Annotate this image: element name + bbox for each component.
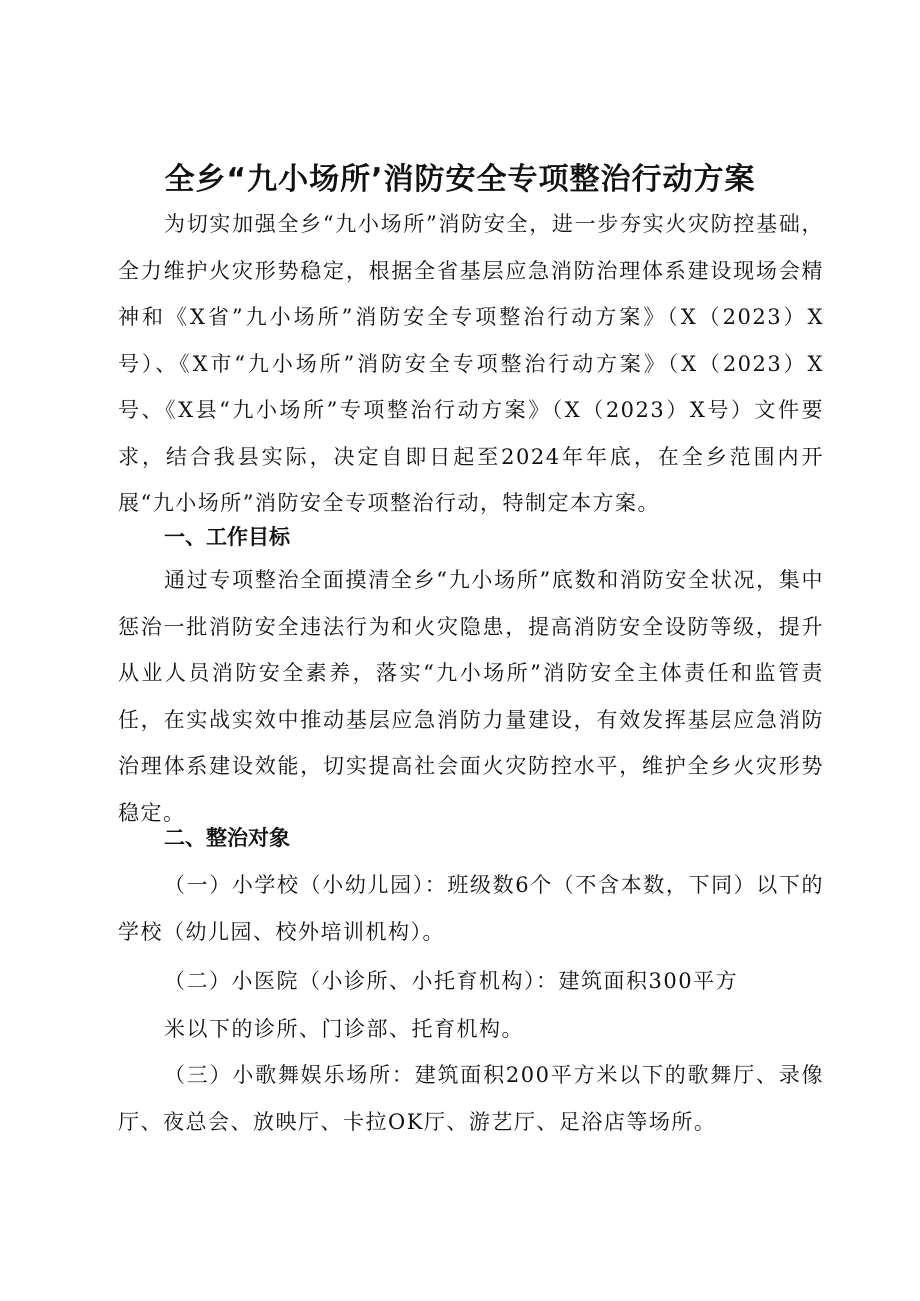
target-item-entertainment: （三）小歌舞娱乐场所：建筑面积200平方米以下的歌舞厅、录像厅、夜总会、放映厅、卡拉OK厅、游艺厅、足浴店等场所。 (118, 1063, 824, 1134)
section-heading-goals: 一、工作目标 (164, 525, 290, 549)
target-item-clinics-line2: 米以下的诊所、门诊部、托育机构。 (164, 1017, 524, 1041)
target-item-schools: （一）小学校（小幼儿园）：班级数6个（不含本数，下同）以下的学校（幼儿园、校外培训机构）。 (118, 873, 824, 944)
document-title: 全乡“九小场所’消防安全专项整治行动方案 (164, 162, 756, 197)
section-heading-targets: 二、整治对象 (164, 826, 290, 850)
target-item-clinics-line1: （二）小医院（小诊所、小托育机构）：建筑面积300平方 (164, 969, 739, 993)
intro-paragraph: 为切实加强全乡“九小场所”消防安全，进一步夯实火灾防控基础，全力维护火灾形势稳定，根据全省基层应急消防治理体系建设现场会精神和《X省”九小场所”消防安全专项整治行动方案》（X（2023）X号）、《X市“九小场所”消防安全专项整治行动方案》（X（2023）X号、《X县“九小场所”专项整治行动方案》（X（2023）X号）文件要求，结合我县实际，决定自即日起至2024年年底，在全乡范围内开展“九小场所”消防安全专项整治行动，特制定本方案。 (118, 212, 824, 515)
goals-paragraph: 通过专项整治全面摸清全乡“九小场所”底数和消防安全状况，集中惩治一批消防安全违法行为和火灾隐患，提高消防安全设防等级，提升从业人员消防安全素养，落实“九小场所”消防安全主体责任和监管责任，在实战实效中推动基层应急消防力量建设，有效发挥基层应急消防治理体系建设效能，切实提高社会面火灾防控水平，维护全乡火灾形势稳定。 (118, 568, 824, 825)
